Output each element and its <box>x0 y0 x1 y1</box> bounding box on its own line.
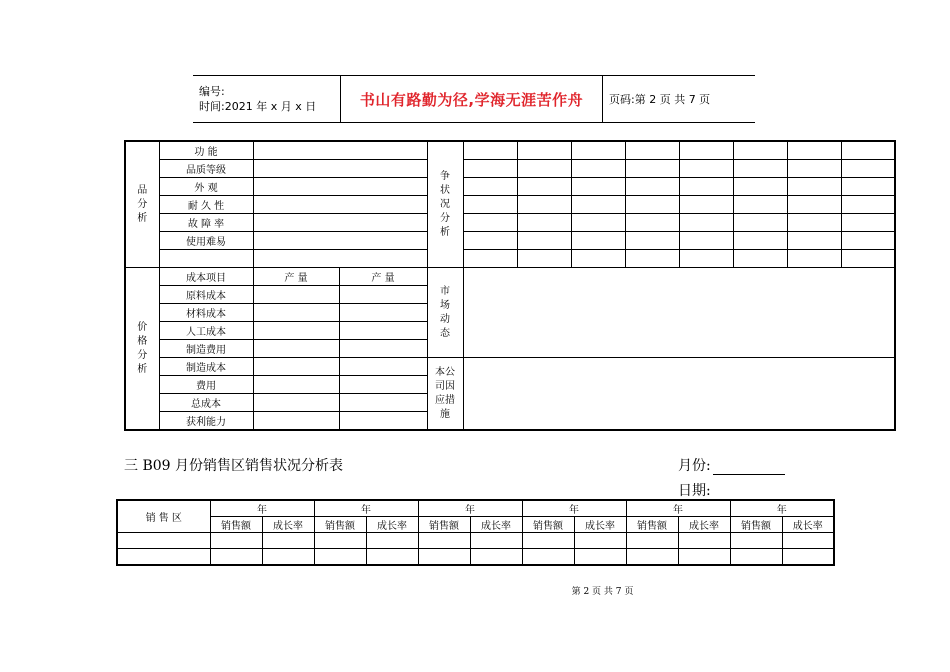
sales-cell[interactable] <box>574 549 626 566</box>
measures-section-label: 本公 司因 应措 施 <box>427 358 463 431</box>
output-header: 产 量 <box>339 268 427 286</box>
growth-rate-header: 成长率 <box>470 517 522 533</box>
sales-amount-header: 销售额 <box>314 517 366 533</box>
competition-cell[interactable] <box>679 232 733 250</box>
price-section-label: 价 格 分 析 <box>125 268 159 431</box>
sales-cell[interactable] <box>522 549 574 566</box>
sales-year-row <box>117 500 834 517</box>
price-cell[interactable] <box>253 286 339 304</box>
competition-cell[interactable] <box>625 160 679 178</box>
competition-cell[interactable] <box>517 196 571 214</box>
price-cell[interactable] <box>339 358 427 376</box>
cost-item: 原料成本 <box>159 286 253 304</box>
sales-subheader-row <box>117 517 834 533</box>
competition-cell[interactable] <box>679 160 733 178</box>
competition-cell[interactable] <box>841 214 895 232</box>
competition-cell[interactable] <box>787 250 841 268</box>
competition-cell[interactable] <box>625 141 679 160</box>
month-blank[interactable] <box>713 460 785 475</box>
competition-cell[interactable] <box>571 178 625 196</box>
product-item: 耐 久 性 <box>159 196 253 214</box>
sales-data-row <box>117 549 834 566</box>
analysis-table <box>124 140 896 431</box>
sales-cell[interactable] <box>210 549 262 566</box>
sales-cell[interactable] <box>678 549 730 566</box>
competition-cell[interactable] <box>841 250 895 268</box>
competition-cell[interactable] <box>679 214 733 232</box>
product-row <box>125 141 895 160</box>
sales-cell[interactable] <box>782 549 834 566</box>
year-header: 年 <box>314 500 418 517</box>
price-cell[interactable] <box>339 394 427 412</box>
number-label: 编号: <box>199 85 225 98</box>
sales-cell[interactable] <box>522 533 574 549</box>
year-header: 年 <box>210 500 314 517</box>
measures-cell[interactable] <box>463 358 895 431</box>
product-item: 功 能 <box>159 141 253 160</box>
price-cell[interactable] <box>339 340 427 358</box>
sales-amount-header: 销售额 <box>730 517 782 533</box>
sales-cell[interactable] <box>730 533 782 549</box>
competition-cell[interactable] <box>679 196 733 214</box>
sales-cell[interactable] <box>470 549 522 566</box>
product-section-label: 品 分 析 <box>125 141 159 268</box>
sales-cell[interactable] <box>262 549 314 566</box>
header-meta <box>193 76 341 123</box>
sales-cell[interactable] <box>366 533 418 549</box>
product-item <box>159 250 253 268</box>
footer-page: 第 2 页 共 7 页 <box>571 587 634 597</box>
report-title: 三 B09 月份销售区销售状况分析表 <box>124 458 344 474</box>
sales-cell[interactable] <box>574 533 626 549</box>
competition-cell[interactable] <box>733 178 787 196</box>
price-row <box>125 358 895 376</box>
competition-cell[interactable] <box>571 214 625 232</box>
competition-cell[interactable] <box>571 232 625 250</box>
price-cell[interactable] <box>339 286 427 304</box>
sales-cell[interactable] <box>314 533 366 549</box>
price-cell[interactable] <box>253 340 339 358</box>
sales-cell[interactable] <box>418 549 470 566</box>
competition-cell[interactable] <box>517 160 571 178</box>
price-cell[interactable] <box>253 394 339 412</box>
sales-cell[interactable] <box>470 533 522 549</box>
sales-cell[interactable] <box>626 549 678 566</box>
competition-cell[interactable] <box>733 141 787 160</box>
growth-rate-header: 成长率 <box>366 517 418 533</box>
competition-cell[interactable] <box>517 141 571 160</box>
competition-cell[interactable] <box>463 141 517 160</box>
price-row <box>125 268 895 286</box>
competition-cell[interactable] <box>733 250 787 268</box>
product-item: 故 障 率 <box>159 214 253 232</box>
cost-item: 总成本 <box>159 394 253 412</box>
product-item: 外 观 <box>159 178 253 196</box>
sales-cell[interactable] <box>314 549 366 566</box>
product-cell[interactable] <box>253 214 427 232</box>
cost-item: 材料成本 <box>159 304 253 322</box>
competition-cell[interactable] <box>787 232 841 250</box>
competition-cell[interactable] <box>463 250 517 268</box>
competition-cell[interactable] <box>733 160 787 178</box>
month-label: 月份: <box>678 458 711 474</box>
cost-item-header: 成本项目 <box>159 268 253 286</box>
sales-table <box>116 499 835 566</box>
product-row <box>125 250 895 268</box>
year-header: 年 <box>730 500 834 517</box>
year-header: 年 <box>626 500 730 517</box>
product-cell[interactable] <box>253 250 427 268</box>
competition-cell[interactable] <box>841 196 895 214</box>
page-label: 页码:第 2 页 共 7 页 <box>603 76 756 123</box>
competition-cell[interactable] <box>517 178 571 196</box>
product-row <box>125 196 895 214</box>
sales-cell[interactable] <box>782 533 834 549</box>
region-header: 销 售 区 <box>117 500 210 533</box>
competition-cell[interactable] <box>571 141 625 160</box>
competition-cell[interactable] <box>841 141 895 160</box>
sales-cell[interactable] <box>626 533 678 549</box>
competition-cell[interactable] <box>733 232 787 250</box>
competition-cell[interactable] <box>625 214 679 232</box>
competition-section-label: 争 状 况 分 析 <box>427 141 463 268</box>
cost-item: 费用 <box>159 376 253 394</box>
month-field <box>678 455 785 475</box>
product-row <box>125 178 895 196</box>
product-item: 品质等级 <box>159 160 253 178</box>
competition-cell[interactable] <box>463 160 517 178</box>
sales-cell[interactable] <box>366 549 418 566</box>
competition-cell[interactable] <box>517 232 571 250</box>
product-cell[interactable] <box>253 141 427 160</box>
product-cell[interactable] <box>253 196 427 214</box>
sales-cell[interactable] <box>117 533 210 549</box>
competition-cell[interactable] <box>787 178 841 196</box>
product-row <box>125 214 895 232</box>
sales-amount-header: 销售额 <box>522 517 574 533</box>
competition-cell[interactable] <box>787 196 841 214</box>
sales-cell[interactable] <box>418 533 470 549</box>
cost-item: 人工成本 <box>159 322 253 340</box>
competition-cell[interactable] <box>841 232 895 250</box>
price-cell[interactable] <box>253 304 339 322</box>
sales-cell[interactable] <box>730 549 782 566</box>
competition-cell[interactable] <box>679 141 733 160</box>
product-cell[interactable] <box>253 178 427 196</box>
cost-item: 制造成本 <box>159 358 253 376</box>
year-header: 年 <box>418 500 522 517</box>
competition-cell[interactable] <box>787 160 841 178</box>
cost-item: 获利能力 <box>159 412 253 431</box>
output-header: 产 量 <box>253 268 339 286</box>
price-cell[interactable] <box>253 322 339 340</box>
competition-cell[interactable] <box>625 196 679 214</box>
cost-item: 制造费用 <box>159 340 253 358</box>
growth-rate-header: 成长率 <box>678 517 730 533</box>
growth-rate-header: 成长率 <box>574 517 626 533</box>
motto: 书山有路勤为径,学海无涯苦作舟 <box>341 76 603 123</box>
price-cell[interactable] <box>253 376 339 394</box>
price-cell[interactable] <box>339 304 427 322</box>
price-cell[interactable] <box>253 358 339 376</box>
page-footer <box>0 584 950 597</box>
competition-cell[interactable] <box>625 178 679 196</box>
product-cell[interactable] <box>253 160 427 178</box>
competition-cell[interactable] <box>625 232 679 250</box>
date-blank[interactable] <box>713 485 785 500</box>
competition-cell[interactable] <box>517 214 571 232</box>
competition-cell[interactable] <box>463 232 517 250</box>
product-item: 使用难易 <box>159 232 253 250</box>
competition-cell[interactable] <box>463 214 517 232</box>
competition-cell[interactable] <box>787 214 841 232</box>
sales-cell[interactable] <box>262 533 314 549</box>
competition-cell[interactable] <box>679 178 733 196</box>
page-header <box>193 75 755 123</box>
market-cell[interactable] <box>463 268 895 358</box>
price-cell[interactable] <box>339 412 427 431</box>
competition-cell[interactable] <box>463 178 517 196</box>
competition-cell[interactable] <box>841 160 895 178</box>
competition-cell[interactable] <box>733 196 787 214</box>
sales-cell[interactable] <box>678 533 730 549</box>
price-cell[interactable] <box>339 376 427 394</box>
product-cell[interactable] <box>253 232 427 250</box>
sales-amount-header: 销售额 <box>626 517 678 533</box>
competition-cell[interactable] <box>841 178 895 196</box>
date-field <box>678 480 785 500</box>
time-label: 时间:2021 年 x 月 x 日 <box>199 100 317 113</box>
competition-cell[interactable] <box>679 250 733 268</box>
competition-cell[interactable] <box>571 250 625 268</box>
date-label: 日期: <box>678 483 711 499</box>
sales-data-row <box>117 533 834 549</box>
growth-rate-header: 成长率 <box>262 517 314 533</box>
sales-cell[interactable] <box>210 533 262 549</box>
growth-rate-header: 成长率 <box>782 517 834 533</box>
competition-cell[interactable] <box>463 196 517 214</box>
price-cell[interactable] <box>253 412 339 431</box>
year-header: 年 <box>522 500 626 517</box>
market-section-label: 市 场 动 态 <box>427 268 463 358</box>
sales-amount-header: 销售额 <box>210 517 262 533</box>
price-cell[interactable] <box>339 322 427 340</box>
competition-cell[interactable] <box>625 250 679 268</box>
sales-amount-header: 销售额 <box>418 517 470 533</box>
competition-cell[interactable] <box>571 160 625 178</box>
competition-cell[interactable] <box>517 250 571 268</box>
competition-cell[interactable] <box>733 214 787 232</box>
product-row <box>125 160 895 178</box>
competition-cell[interactable] <box>571 196 625 214</box>
product-row <box>125 232 895 250</box>
sales-cell[interactable] <box>117 549 210 566</box>
competition-cell[interactable] <box>787 141 841 160</box>
